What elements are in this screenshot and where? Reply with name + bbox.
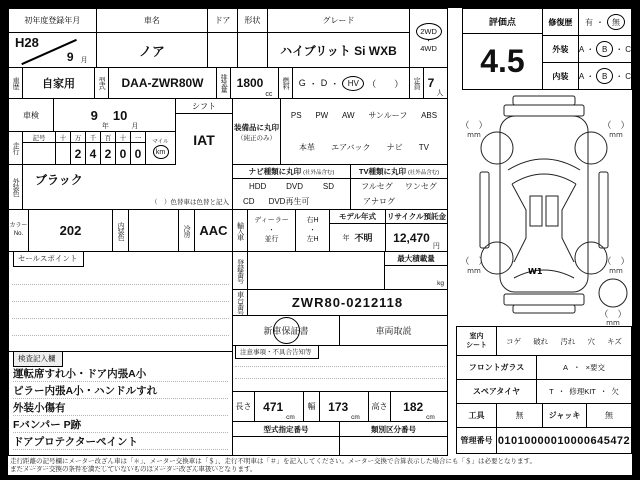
grade-value: ハイブリット Si WXB [280, 43, 397, 58]
sales-point-area [8, 252, 233, 352]
footer-line-2: またメーター交換の条件を満たしていないものはメーター改ざん車扱いとなります。 [10, 466, 257, 474]
inspection-notes-area [8, 352, 233, 456]
capacity-value: 7 人 [427, 76, 444, 97]
chassis-row [233, 290, 448, 316]
shape-label: 形状 [238, 9, 267, 33]
length-value: 471 cm [255, 392, 304, 421]
control-number-value: 01010000010000645472 [497, 434, 631, 447]
interior-grade-value: A ・ B ・ C [579, 63, 631, 89]
repair-no-circled: 無 [607, 14, 625, 30]
front-right-wheel [575, 132, 607, 164]
svg-text:mm: mm [606, 319, 620, 326]
model-code-label: 型式 [95, 68, 109, 98]
max-load-label: 最大積載量 [385, 252, 447, 266]
color-no-row [8, 210, 233, 252]
displacement-value: 1800 cc [231, 68, 279, 98]
warranty-row [233, 316, 448, 346]
rear-window-line [514, 270, 574, 278]
height-label: 高さ [369, 392, 391, 421]
fuel-value: G ・ D ・ HV （ ） [293, 68, 410, 98]
footer-notes [10, 458, 630, 474]
auction-sheet [8, 8, 632, 475]
mm-label-rear-right [602, 256, 629, 275]
equipment-header: 装備品に丸印 （純正のみ） [233, 99, 281, 164]
type-designation-value [233, 437, 339, 455]
ruled-line [12, 301, 229, 302]
warranty-circle [273, 317, 300, 344]
interior-color-label: 内装色 [113, 210, 129, 251]
front-left-wheel [481, 132, 513, 164]
sales-point-label: セールスポイント [13, 252, 84, 267]
interior-grade-label: 内装 [543, 63, 579, 89]
footer-line-1: 走行距離の記号欄にメーター改ざん車は「＊」、メーター交換車は「＄」、走行不明車は「＃」を記入してください。メーター交換で合算表示した場合にも「＄」は必要となります。 [10, 458, 536, 465]
inspection-note-item: ドアプロテクターペイント [13, 433, 228, 450]
dimensions-row [233, 392, 448, 422]
front-bumper-upper [513, 96, 575, 105]
repair-history-label: 修復歴 [543, 9, 579, 35]
mileage-km-circled: km [153, 145, 169, 159]
drivetrain-2wd-circled: 2WD [416, 23, 442, 40]
windshield-label: フロントガラス [457, 356, 537, 379]
notes-area [233, 346, 448, 392]
svg-text:mm: mm [467, 131, 481, 139]
door-label: ドア [208, 9, 237, 33]
first-registration-label: 初年度登録年月 [9, 9, 96, 33]
rear-bumper-upper [504, 294, 584, 305]
class-number-value [340, 437, 447, 455]
type-numbers-row [233, 422, 448, 456]
front-bumper-lower [504, 105, 584, 116]
interior-grade-b-circled: B [596, 68, 613, 84]
inspection-note-item: 運転席すれ小・ドア内張A小 [13, 365, 228, 382]
windshield-line [508, 159, 580, 170]
max-load-value: kg [437, 280, 444, 287]
svg-text:mm: mm [609, 131, 623, 139]
shaken-value: 9 年 10 月 [90, 107, 139, 130]
inspection-notes-label: 検査記入欄 [13, 352, 63, 367]
cabin-line-right [562, 184, 576, 262]
mileage-sign-value [23, 143, 55, 164]
condition-table [456, 326, 632, 454]
body-color-value: ブラック [35, 173, 83, 187]
manual-cell: 車両取説 [375, 326, 412, 336]
equipment-row-2: 本革 エアバック ナビ TV [299, 143, 429, 153]
rear-bumper-lower [513, 305, 575, 313]
svg-text:mm: mm [609, 267, 623, 275]
mileage-label: 走行 [9, 132, 23, 164]
exterior-grade-label: 外装 [543, 36, 579, 62]
recycle-value: 12,470 円 [393, 230, 440, 250]
tv-type-header: TV種類に丸印 (社外品含む) [351, 165, 447, 179]
score-label: 評価点 [463, 9, 542, 34]
exterior-grade-b-circled: B [596, 41, 613, 57]
fuel-label: 燃料 [279, 68, 293, 98]
control-number-label: 管理番号 [457, 428, 497, 453]
inspection-note-item: Fバンパー P跡 [13, 416, 228, 433]
spare-tire-label: スペアタイヤ [457, 380, 537, 403]
tools-label: 工具 [457, 404, 497, 427]
shape-value [238, 33, 267, 67]
inspection-note-item: 外装小傷有 [13, 399, 228, 416]
class-number-label: 類別区分番号 [340, 422, 447, 437]
mm-label-spare [599, 309, 626, 326]
shaken-mileage-block [8, 99, 233, 165]
svg-text:（ ）: （ ） [460, 257, 488, 267]
shift-label: シフト [176, 99, 232, 114]
equipment-block [233, 99, 448, 165]
mileage-digit-col: 十 [56, 132, 71, 164]
svg-text:（ ）: （ ） [602, 121, 630, 131]
shaken-label: 車検 [9, 99, 54, 131]
spare-tire-value: T ・ 修理KIT ・ 欠 [549, 387, 619, 396]
seat-right [546, 196, 558, 226]
seat-condition-options: コゲ 破れ 汚れ 穴 キズ [506, 336, 622, 346]
svg-text:（ ）: （ ） [602, 257, 630, 267]
mm-label-front-right [602, 120, 629, 139]
handle-cell: 右H ・ 左H [296, 210, 330, 251]
width-label: 幅 [304, 392, 320, 421]
type-designation-label: 型式指定番号 [233, 422, 339, 437]
registration-value [248, 252, 385, 289]
chassis-value: ZWR80-0212118 [291, 295, 404, 310]
spare-tire-circle [599, 279, 627, 307]
rating-table [462, 8, 632, 90]
exterior-grade-value: A ・ B ・ C [579, 36, 631, 62]
body-color-label: 外装色 [9, 165, 23, 209]
model-year-value: 年 不明 [342, 233, 373, 243]
model-code-value: DAA-ZWR80W [109, 68, 217, 98]
nav-row-2: CD DVD再生可 [243, 197, 310, 206]
mileage-digit-col: 十 0 [116, 132, 131, 164]
nav-type-header: ナビ種類に丸印 (社外品含む) [233, 165, 350, 179]
score-value: 4.5 [480, 43, 525, 79]
fuel-hv-circled: HV [342, 76, 364, 91]
door-value [208, 33, 237, 67]
mm-label-front-left [460, 120, 487, 139]
mileage-digit-col: 千 4 [86, 132, 101, 164]
mileage-digit-col: 一 0 [131, 132, 146, 164]
inspection-note-item: ピラー内張A小・ハンドルすれ [13, 382, 228, 399]
ruled-line [235, 378, 445, 379]
shift-value: IAT [193, 131, 215, 148]
mm-label-rear-left [460, 256, 487, 275]
car-diagram [456, 92, 632, 326]
jack-label: ジャッキ [543, 404, 587, 427]
capacity-label: 定員 [410, 68, 424, 98]
length-label: 長さ [233, 392, 255, 421]
registration-row [233, 252, 448, 290]
chassis-label: 車台番号 [233, 290, 248, 315]
svg-text:mm: mm [467, 267, 481, 275]
mileage-sign-label: 記号 [23, 132, 55, 143]
svg-text:（ ）: （ ） [599, 310, 627, 320]
import-row [233, 210, 448, 252]
title-block [8, 8, 448, 68]
history-value: 自家用 [23, 68, 95, 98]
car-name-label: 車名 [97, 9, 207, 33]
height-value: 182 cm [403, 399, 435, 421]
seat-label: 室内 シート [457, 327, 497, 355]
warranty-book-cell: 新車保証書 [233, 316, 340, 345]
svg-text:（ ）: （ ） [460, 121, 488, 131]
drivetrain-4wd: 4WD [420, 44, 437, 53]
repair-history-value: 有 ・ 無 [579, 9, 631, 35]
drivetrain-separator: ・ [425, 38, 433, 45]
registration-label: 登録番号 [233, 252, 248, 289]
cabin-line-left [512, 184, 526, 262]
seat-left [530, 196, 542, 226]
notes-label: 注意事項・不具合告知等 [235, 346, 319, 359]
ruled-line [12, 335, 229, 336]
windshield-value: A ・ ×要交 [563, 363, 605, 372]
left-side-panel [480, 172, 489, 248]
jack-value: 無 [605, 411, 613, 420]
import-label: 輸入車 [233, 210, 248, 251]
w1-marker: W1 [528, 267, 543, 276]
spec-row [8, 68, 448, 99]
ruled-line [12, 318, 229, 319]
recycle-label: リサイクル預託金 [386, 210, 447, 224]
body-color-row [8, 165, 233, 210]
color-no-label: カラーNo. [9, 210, 29, 251]
interior-color-value [129, 210, 179, 251]
history-label: 車歴 [9, 68, 23, 98]
mileage-digit-col: 百 2 [101, 132, 116, 164]
import-dealer-cell: ディーラー ・ 並行 [248, 210, 296, 251]
ac-label: 冷房 [179, 210, 195, 251]
tools-value: 無 [497, 404, 543, 427]
right-side-panel [599, 172, 608, 248]
model-year-label: モデル年式 [330, 210, 385, 224]
mileage-unit-cell: マイル km [146, 132, 175, 164]
ruled-line [235, 366, 445, 367]
drivetrain-cell [410, 9, 447, 67]
tv-row-1: フルセグ ワンセグ [361, 182, 437, 191]
color-change-note: （ ）色替車は色替と記入 [151, 199, 229, 206]
displacement-label: 排気量 [217, 68, 231, 98]
car-name-value: ノア [138, 43, 165, 59]
tv-row-2: アナログ [363, 197, 395, 206]
color-no-value: 202 [29, 210, 113, 251]
equipment-row-1: PS PW AW サンルーフ ABS [290, 110, 438, 120]
nav-tv-block [233, 165, 448, 210]
ruled-line [12, 284, 229, 285]
nav-row-1: HDD DVD SD [248, 182, 335, 191]
mileage-digit-col: 万 2 [71, 132, 86, 164]
dashboard-line [512, 174, 576, 184]
width-value: 173 cm [320, 392, 369, 421]
ac-value: AAC [199, 223, 228, 238]
grade-label: グレード [268, 9, 409, 33]
first-registration-value: H28 9 月 [15, 35, 88, 64]
car-body-outline [500, 116, 588, 292]
